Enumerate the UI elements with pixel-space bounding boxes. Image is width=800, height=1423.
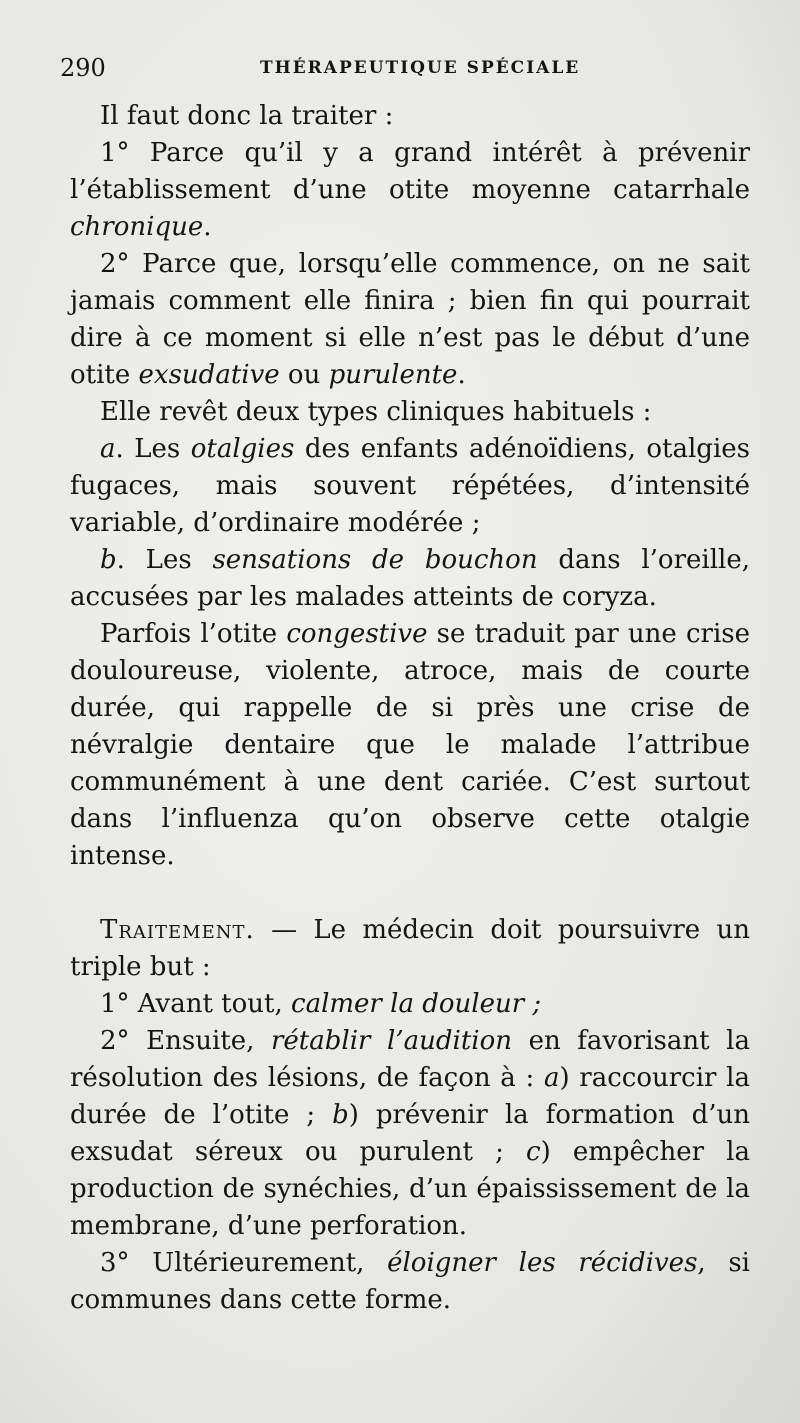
italic-text: b [332, 1100, 349, 1130]
italic-text: chronique [70, 212, 204, 242]
text-run: en favorisant la résolution des lésions, de façon à : [70, 1026, 750, 1093]
text-run: . Les [115, 434, 191, 464]
text-run: 1° Avant tout, [100, 989, 292, 1019]
text-run: , si communes dans cette forme. [70, 1248, 750, 1315]
paragraph [70, 912, 750, 986]
text-run: Il faut donc la traiter : [100, 101, 394, 131]
text-run: 3° Ultérieurement, [100, 1248, 388, 1278]
paragraph [70, 1023, 750, 1245]
italic-text: purulente [328, 360, 458, 390]
text-run: — Le médecin doit poursuivre un triple but : [70, 915, 750, 982]
italic-text: a [543, 1063, 560, 1093]
text-run: 2° Parce que, lorsqu’elle commence, on ne sait jamais comment elle finira ; bien fin qui pourrait dire à ce moment si elle n’est pas le début d’une otite [70, 249, 750, 390]
paragraph [70, 246, 750, 394]
paragraph [70, 986, 750, 1023]
italic-text: otalgies [190, 434, 295, 464]
italic-text: b [100, 545, 117, 575]
italic-text: c [526, 1137, 541, 1167]
text-run: dans l’oreille, accusées par les malades atteints de coryza. [70, 545, 750, 612]
paragraph [70, 616, 750, 875]
paragraph [70, 431, 750, 542]
section-heading: Traitement. [100, 915, 255, 945]
italic-text: sensations de bouchon [212, 545, 538, 575]
text-run: Elle revêt deux types cliniques habituels : [100, 397, 652, 427]
italic-text: rétablir l’audition [270, 1026, 512, 1056]
text-run: ou [279, 360, 329, 390]
italic-text: éloigner les récidives [387, 1248, 698, 1278]
text-run: ) raccourcir la durée de l’otite ; [70, 1063, 750, 1130]
running-title: THÉRAPEUTIQUE SPÉCIALE [260, 58, 581, 78]
text-run: ) empêcher la production de synéchies, d’un épaississement de la membrane, d’une perforation. [70, 1137, 750, 1241]
paragraph [70, 542, 750, 616]
italic-text: calmer la douleur ; [291, 989, 542, 1019]
body-text [70, 98, 750, 1319]
text-run: . [203, 212, 212, 242]
text-run: 2° Ensuite, [100, 1026, 271, 1056]
paragraph [70, 135, 750, 246]
text-run: ) prévenir la formation d’un exsudat séreux ou purulent ; [70, 1100, 750, 1167]
page-header [60, 54, 740, 86]
text-run: . Les [116, 545, 213, 575]
text-run: . [457, 360, 466, 390]
text-run: se traduit par une crise douloureuse, violente, atroce, mais de courte durée, qui rappelle de si près une crise de névralgie dentaire que le malade l’attribue communément à une dent cariée. C’est surtout dans l’influenza qu’on observe cette otalgie intense. [70, 619, 750, 871]
section-gap [70, 875, 750, 912]
paragraph [70, 1245, 750, 1319]
text-run: des enfants adénoïdiens, otalgies fugaces, mais souvent répétées, d’intensité variable, d’ordinaire modérée ; [70, 434, 750, 538]
text-run: Parfois l’otite [100, 619, 287, 649]
italic-text: a [100, 434, 116, 464]
italic-text: exsudative [138, 360, 280, 390]
italic-text: congestive [286, 619, 428, 649]
paragraph [70, 98, 750, 135]
text-run: 1° Parce qu’il y a grand intérêt à prévenir l’établissement d’une otite moyenne catarrhale [70, 138, 750, 205]
paragraph [70, 394, 750, 431]
page-number: 290 [60, 54, 106, 82]
